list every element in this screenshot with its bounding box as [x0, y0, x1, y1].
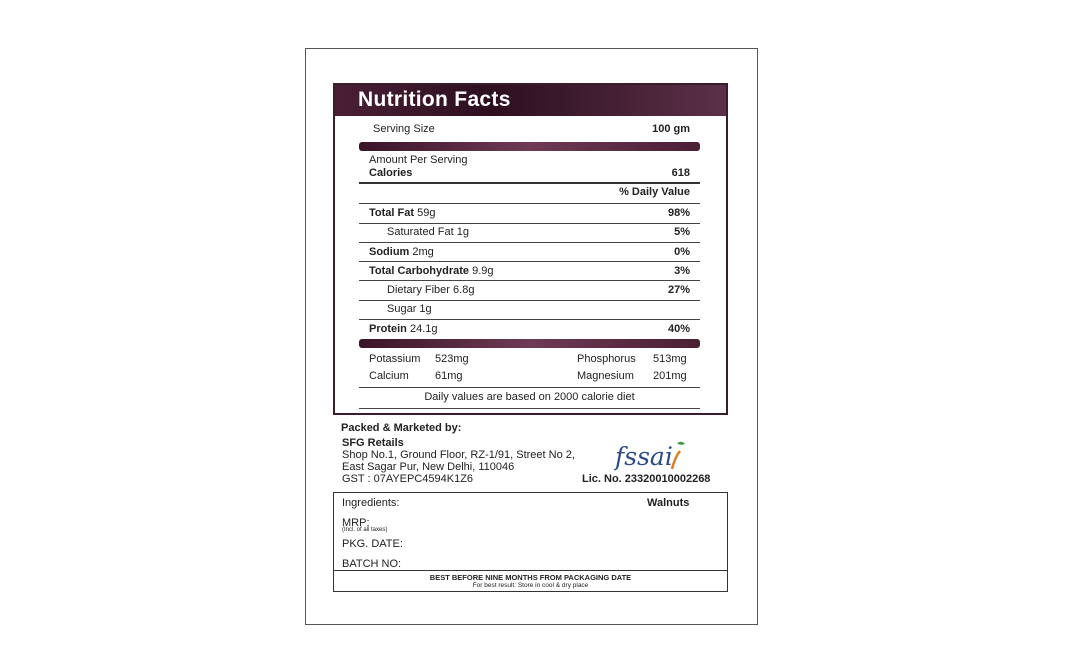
best-before-section [334, 570, 727, 589]
nutrient-name: Total Carbohydrate [369, 265, 470, 277]
packer-address-line1: Shop No.1, Ground Floor, RZ-1/91, Street No 2, [342, 449, 575, 461]
divider [359, 242, 700, 243]
divider [359, 387, 700, 388]
nutrient-amount: 1g [419, 303, 432, 315]
nutrient-dv: 40% [667, 323, 690, 335]
nutrient-name: Total Fat [369, 207, 415, 219]
nutrient-dv: 5% [674, 226, 690, 238]
ingredients-label: Ingredients: [342, 497, 400, 509]
mineral-magnesium-name: Magnesium [577, 370, 634, 382]
nutrient-amount: 2mg [412, 246, 434, 258]
mineral-phosphorus-name: Phosphorus [577, 353, 636, 365]
nutrient-dv: 27% [667, 284, 690, 296]
packer-company: SFG Retails [342, 437, 404, 449]
packer-gst [342, 473, 473, 485]
divider [359, 280, 700, 281]
fssai-logo-icon [614, 439, 688, 473]
nutrient-amount: 24.1g [409, 323, 438, 335]
nutrient-name: Dietary Fiber [387, 284, 450, 296]
amount-per-serving-label: Amount Per Serving [369, 154, 468, 166]
packed-by-heading: Packed & Marketed by: [341, 422, 462, 434]
calories-value: 618 [671, 167, 690, 179]
best-before-text: BEST BEFORE NINE MONTHS FROM PACKAGING DATE [429, 573, 632, 582]
divider [359, 203, 700, 204]
nutrition-facts-panel [333, 83, 728, 415]
fssai-license: Lic. No. 23320010002268 [582, 473, 711, 485]
serving-size-label: Serving Size [373, 123, 435, 135]
nutrient-name: Protein [369, 323, 407, 335]
mrp-note: (Incl. of all taxes) [342, 527, 388, 533]
daily-values-footnote: Daily values are based on 2000 calorie diet [424, 391, 635, 403]
mineral-potassium-name: Potassium [369, 353, 421, 365]
nutrient-amount: 59g [417, 207, 436, 219]
divider [359, 261, 700, 262]
serving-size-value: 100 gm [652, 123, 690, 135]
divider [359, 223, 700, 224]
daily-value-header: % Daily Value [619, 186, 690, 198]
nutrient-amount: 9.9g [472, 265, 494, 277]
divider [359, 300, 700, 301]
nutrient-name: Sodium [369, 246, 410, 258]
nutrient-name: Saturated Fat [387, 226, 454, 238]
nutrient-dv: 3% [674, 265, 690, 277]
pkg-date-label: PKG. DATE: [342, 538, 403, 550]
mineral-potassium-value: 523mg [435, 353, 469, 365]
mineral-calcium-name: Calcium [369, 370, 409, 382]
batch-label: BATCH NO: [342, 558, 402, 570]
mineral-phosphorus-value: 513mg [653, 353, 687, 365]
nutrient-dv: 0% [674, 246, 690, 258]
packer-address-line2: East Sagar Pur, New Delhi, 110046 [342, 461, 515, 473]
section-divider-bar [359, 339, 700, 348]
nutrition-facts-header [335, 85, 726, 116]
fssai-logo-text: fssai [615, 442, 673, 471]
mineral-calcium-value: 61mg [435, 370, 463, 382]
packer-gst-value: GST : 07AYEPC4594K1Z6 [342, 473, 474, 485]
fssai-logo [614, 439, 688, 473]
divider [359, 319, 700, 320]
storage-text: For best result: Store in cool & dry place [472, 582, 589, 589]
product-info-box [333, 492, 728, 592]
product-label [305, 48, 758, 625]
ingredients-value: Walnuts [647, 497, 690, 509]
mrp-label: MRP: [342, 517, 370, 529]
calories-label: Calories [369, 167, 413, 179]
nutrition-facts-title: Nutrition Facts [358, 88, 511, 111]
nutrient-dv: 98% [667, 207, 690, 219]
divider [359, 182, 700, 184]
nutrient-name: Sugar [387, 303, 417, 315]
section-divider-bar [359, 142, 700, 151]
nutrient-amount: 1g [456, 226, 469, 238]
nutrient-amount: 6.8g [453, 284, 475, 296]
divider [359, 408, 700, 409]
mineral-magnesium-value: 201mg [653, 370, 687, 382]
